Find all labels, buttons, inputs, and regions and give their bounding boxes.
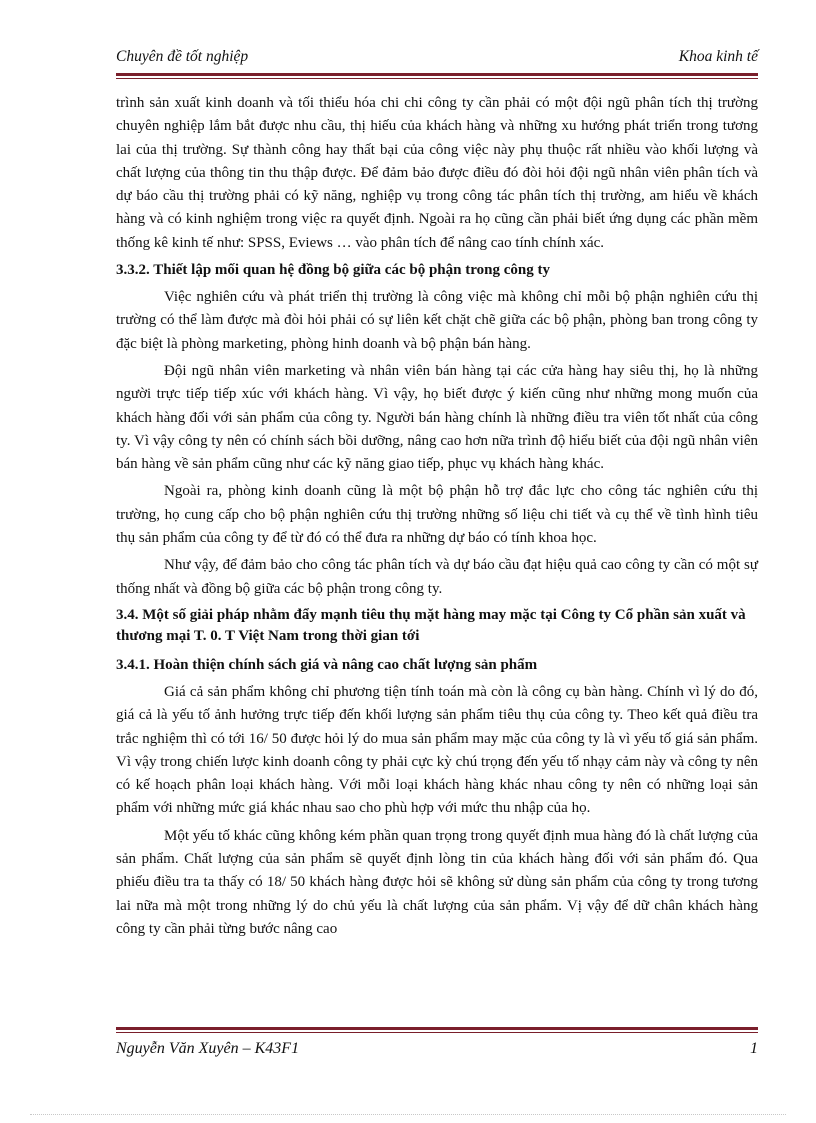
header-rule-thin (116, 78, 758, 79)
page-bottom-edge (30, 1114, 786, 1115)
section-heading-3-4-1: 3.4.1. Hoàn thiện chính sách giá và nâng cao chất lượng sản phẩm (116, 656, 538, 673)
paragraph: Ngoài ra, phòng kinh doanh cũng là một bộ phận hỗ trợ đắc lực cho công tác nghiên cứu thị trường, họ cung cấp cho bộ phận nghiên cứu thị trường những số liệu chi tiết và cụ thể về tình hình tiêu thụ sản phẩm của công ty để từ đó có thể đưa ra những dự báo có tính khoa học. (116, 483, 758, 547)
footer-author: Nguyễn Văn Xuyên – K43F1 (116, 1040, 300, 1057)
paragraph: Việc nghiên cứu và phát triển thị trường là công việc mà không chỉ mỗi bộ phận nghiên cứu thị trường có thể làm được mà đòi hỏi phải có sự liên kết chặt chẽ giữa các bộ phận, phòng ban trong công ty đặc biệt là phòng marketing, phòng hinh doanh và bộ phận bán hàng. (116, 289, 758, 352)
page-footer (116, 1040, 758, 1064)
paragraph: Một yếu tố khác cũng không kém phần quan trọng trong quyết định mua hàng đó là chất lượng của sản phẩm. Chất lượng của sản phẩm sẽ quyết định lòng tin của khách hàng đối với sản phẩm đó. Qua phiếu điều tra ta thấy có 18/ 50 khách hàng được hỏi sẽ không sử dùng sản phẩm của công ty trong tương lai nữa mà một trong những lý do chủ yếu là chất lượng của sản phẩm. Vị vậy để dữ chân khách hàng công ty cần phải từng bước nâng cao (116, 827, 758, 937)
page-header (116, 48, 758, 70)
paragraph: Như vậy, để đảm bảo cho công tác phân tích và dự báo cầu đạt hiệu quả cao công ty cần có một sự thống nhất và đồng bộ giữa các bộ phận trong công ty. (116, 557, 758, 597)
header-title-left: Chuyên đề tốt nghiệp (116, 48, 249, 65)
header-title-right: Khoa kinh tế (678, 48, 758, 65)
header-rule-thick (116, 73, 758, 76)
page-body (116, 92, 758, 945)
footer-rule-thick (116, 1027, 758, 1030)
section-heading-3-3-2: 3.3.2. Thiết lập mối quan hệ đồng bộ giữa các bộ phận trong công ty (116, 262, 550, 279)
paragraph-continued: trình sản xuất kinh doanh và tối thiểu hóa chi chi công ty cần phải có một đội ngũ phân tích thị trường chuyên nghiệp lắm bắt được nhu cầu, thị hiếu của khách hàng và những xu hướng phát triển trong tương lai của thị trường. Sự thành công hay thất bại của công việc này phụ thuộc rất nhiều vào khối lượng và chất lượng của thông tin thu thập được. Để đảm bảo được điều đó đòi hỏi đội ngũ nhân viên phân tích và dự báo cầu thị trường phải có kỹ năng, nghiệp vụ trong công tác phân tích thị trường, am hiểu về khách hàng và có kinh nghiệm trong việc ra quyết định. Ngoài ra họ cũng cần phải biết ứng dụng các phần mềm thống kê kinh tế như: SPSS, Eviews … vào phân tích để nâng cao tính chính xác. (116, 95, 758, 251)
section-heading-3-4: 3.4. Một số giải pháp nhằm đẩy mạnh tiêu thụ mặt hàng may mặc tại Công ty Cổ phần sản xuất và thương mại T. 0. T Việt Nam trong thời gian tới (116, 606, 746, 645)
paragraph: Giá cả sản phẩm không chỉ phương tiện tính toán mà còn là công cụ bàn hàng. Chính vì lý do đó, giá cả là yếu tố ảnh hưởng trực tiếp đến khối lượng sản phẩm tiêu thụ của công ty. Theo kết quả điều tra trắc nghiệm thì có tới 16/ 50 được hỏi lý do mua sản phẩm may mặc của công ty là vì yếu tố giá sản phẩm. Vì vậy trong chiến lược kinh doanh công ty phải cực kỳ chú trọng đến yếu tố nhạy cảm này và công ty nên có kế hoạch phân loại khách hàng. Với mỗi loại khách hàng khác nhau công ty nên có những loại sản phẩm với những mức giá khác nhau sao cho phù hợp với mức thu nhập của họ. (116, 683, 758, 817)
paragraph: Đội ngũ nhân viên marketing và nhân viên bán hàng tại các cửa hàng hay siêu thị, họ là những người trực tiếp tiếp xúc với khách hàng. Vì vậy, họ biết được ý kiến cũng như những mong muốn của khách hàng đối với sản phẩm của công ty. Người bán hàng chính là những điều tra viên tốt nhất của công ty. Vì vậy công ty nên có chính sách bồi dưỡng, nâng cao hơn nữa trình độ hiểu biết của đội ngũ nhân viên bán hàng về sản phẩm cũng như các kỹ năng giao tiếp, phục vụ khách hàng khác. (116, 362, 758, 473)
page-number: 1 (750, 1040, 758, 1057)
footer-rule-thin (116, 1032, 758, 1033)
